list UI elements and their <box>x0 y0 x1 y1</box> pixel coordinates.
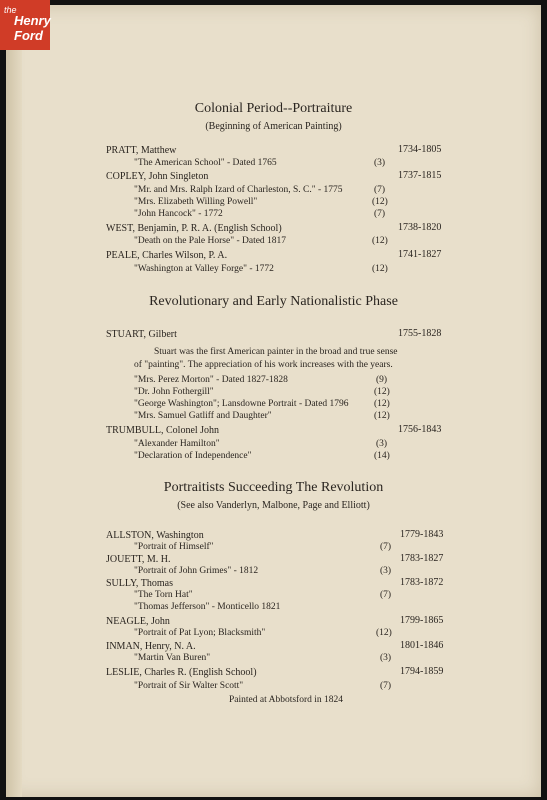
painter-name: STUART, Gilbert <box>106 329 177 340</box>
painter-years: 1755-1828 <box>398 328 442 339</box>
painter-years: 1799-1865 <box>400 615 444 626</box>
work-title: "Portrait of John Grimes" - 1812 <box>134 566 259 576</box>
painter-years: 1737-1815 <box>398 170 442 181</box>
work-title: "The Torn Hat" <box>134 590 193 600</box>
work-note: Painted at Abbotsford in 1824 <box>229 695 343 705</box>
work-code: (12) <box>372 197 388 207</box>
painter-years: 1783-1872 <box>400 577 444 588</box>
work-title: "Washington at Valley Forge" - 1772 <box>134 264 274 274</box>
work-code: (12) <box>374 411 390 421</box>
work-title: "Mrs. Elizabeth Willing Powell" <box>134 197 258 207</box>
work-title: "Martin Van Buren" <box>134 653 211 663</box>
painter-years: 1783-1827 <box>400 553 444 564</box>
work-title: "Mrs. Samuel Gatliff and Daughter" <box>134 411 272 421</box>
work-code: (12) <box>372 236 388 246</box>
section-subtitle: (Beginning of American Painting) <box>205 121 342 132</box>
painter-years: 1779-1843 <box>400 529 444 540</box>
work-code: (7) <box>374 185 386 195</box>
painter-name: ALLSTON, Washington <box>106 530 204 541</box>
painter-years: 1756-1843 <box>398 424 442 435</box>
painter-years: 1741-1827 <box>398 249 442 260</box>
work-title: "Alexander Hamilton" <box>134 439 220 449</box>
painter-name: WEST, Benjamin, P. R. A. (English School) <box>106 223 282 234</box>
work-code: (3) <box>380 653 392 663</box>
painter-years: 1738-1820 <box>398 222 442 233</box>
painter-name: PEALE, Charles Wilson, P. A. <box>106 250 228 261</box>
work-title: "Mr. and Mrs. Ralph Izard of Charleston, S. C." - 1775 <box>134 185 343 195</box>
work-code: (12) <box>376 628 392 638</box>
work-code: (7) <box>374 209 386 219</box>
painter-name: COPLEY, John Singleton <box>106 171 209 182</box>
work-code: (12) <box>374 387 390 397</box>
work-title: "Thomas Jefferson" - Monticello 1821 <box>134 602 281 612</box>
work-code: (7) <box>380 542 392 552</box>
painter-years: 1801-1846 <box>400 640 444 651</box>
section-subtitle: (See also Vanderlyn, Malbone, Page and Elliott) <box>177 500 370 511</box>
painter-name: SULLY, Thomas <box>106 578 173 589</box>
work-title: "Dr. John Fothergill" <box>134 387 214 397</box>
work-code: (9) <box>376 375 388 385</box>
painter-name: NEAGLE, John <box>106 616 170 627</box>
work-title: "Mrs. Perez Morton" - Dated 1827-1828 <box>134 375 288 385</box>
painter-name: TRUMBULL, Colonel John <box>106 425 220 436</box>
work-code: (3) <box>380 566 392 576</box>
work-code: (12) <box>372 264 388 274</box>
work-code: (3) <box>376 439 388 449</box>
work-code: (14) <box>374 451 390 461</box>
painter-name: INMAN, Henry, N. A. <box>106 641 196 652</box>
painter-years: 1794-1859 <box>400 666 444 677</box>
work-title: "Portrait of Sir Walter Scott" <box>134 681 244 691</box>
document-content <box>6 5 541 797</box>
painter-name: LESLIE, Charles R. (English School) <box>106 667 257 678</box>
work-code: (3) <box>374 158 386 168</box>
work-code: (12) <box>374 399 390 409</box>
painter-name: JOUETT, M. H. <box>106 554 171 565</box>
painter-note-line: Stuart was the first American painter in the broad and true sense <box>154 347 398 357</box>
work-code: (7) <box>380 681 392 691</box>
work-title: "Declaration of Independence" <box>134 451 252 461</box>
work-title: "Portrait of Himself" <box>134 542 214 552</box>
work-title: "Death on the Pale Horse" - Dated 1817 <box>134 236 287 246</box>
section-title: Revolutionary and Early Nationalistic Phase <box>149 294 398 309</box>
section-title: Portraitists Succeeding The Revolution <box>163 480 384 495</box>
work-title: "George Washington"; Lansdowne Portrait - Dated 1796 <box>134 399 349 409</box>
logo-henry: Henry <box>14 13 51 28</box>
section-title: Colonial Period--Portraiture <box>194 101 353 116</box>
logo-ford: Ford <box>14 28 43 43</box>
painter-name: PRATT, Matthew <box>106 145 177 156</box>
painter-years: 1734-1805 <box>398 144 442 155</box>
work-title: "Portrait of Pat Lyon; Blacksmith" <box>134 628 266 638</box>
logo-the: the <box>4 5 17 15</box>
painter-note-line: of "painting". The appreciation of his work increases with the years. <box>134 360 393 370</box>
work-title: "The American School" - Dated 1765 <box>134 158 277 168</box>
work-code: (7) <box>380 590 392 600</box>
work-title: "John Hancock" - 1772 <box>134 209 223 219</box>
